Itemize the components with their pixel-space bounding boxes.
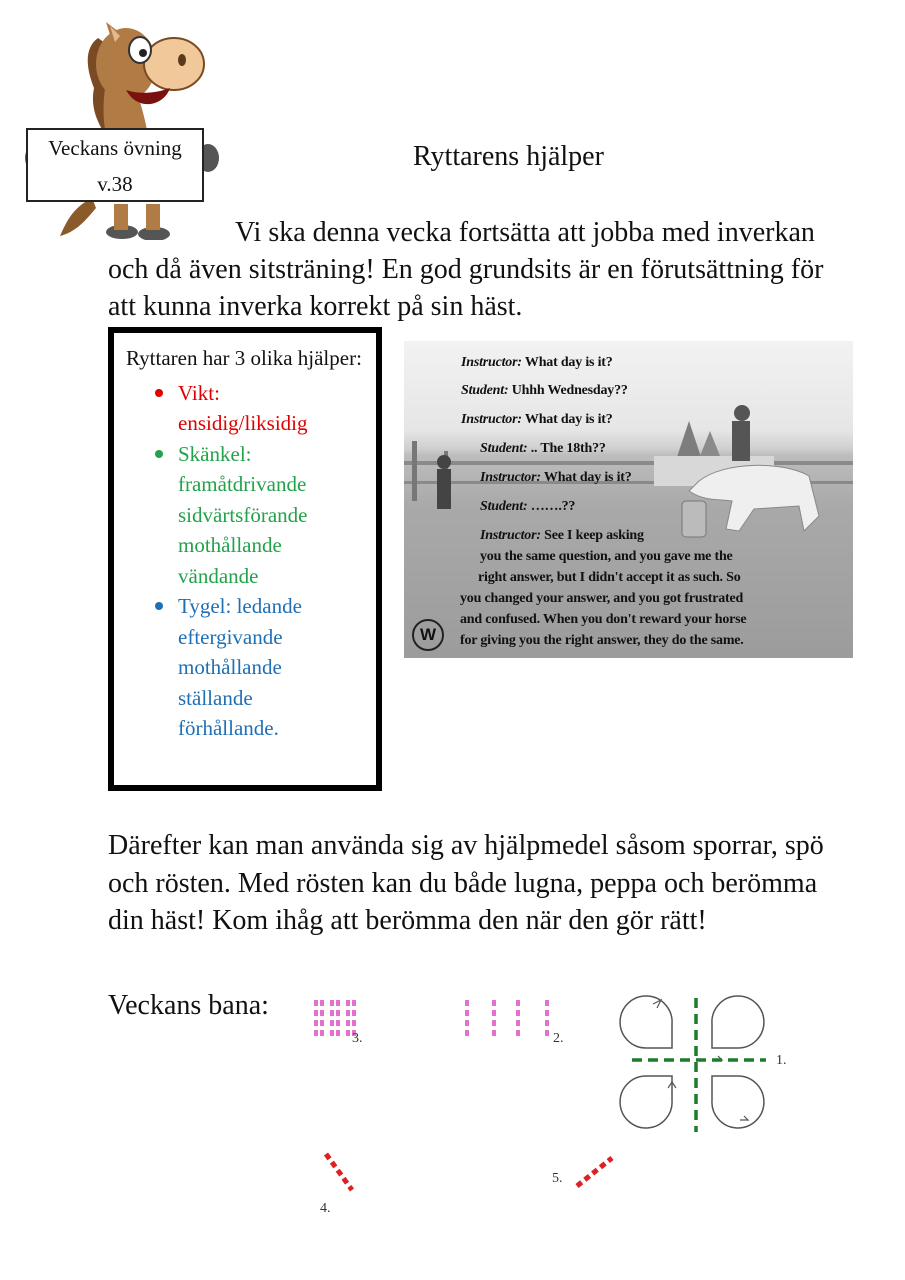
list-item bbox=[126, 378, 366, 439]
aids-heading: Ryttaren har 3 olika hjälper: bbox=[126, 346, 362, 370]
aid-line: eftergivande bbox=[178, 624, 283, 649]
course-label: Veckans bana: bbox=[108, 990, 269, 1021]
course-number-4: 4. bbox=[320, 1201, 331, 1216]
aid-label: Tygel: ledande bbox=[178, 594, 302, 618]
week-sign bbox=[26, 128, 204, 202]
aid-line: vändande bbox=[178, 563, 259, 588]
meme-line: Instructor: See I keep asking bbox=[480, 528, 644, 543]
green-dashed-lines bbox=[632, 998, 766, 1132]
watermark-logo-icon: W bbox=[412, 619, 444, 651]
intro-paragraph bbox=[108, 214, 828, 325]
meme-line: for giving you the right answer, they do the same. bbox=[460, 633, 744, 648]
meme-line: you the same question, and you gave me the bbox=[480, 549, 733, 564]
pole-group-3 bbox=[316, 1000, 354, 1036]
page-title: Ryttarens hjälper bbox=[413, 141, 604, 172]
aid-line: förhållande. bbox=[178, 716, 279, 740]
horse-mascot-icon bbox=[14, 8, 229, 240]
aid-line: ensidig/liksidig bbox=[178, 411, 308, 435]
aid-line: framåtdrivande bbox=[178, 472, 307, 496]
pole-5 bbox=[577, 1158, 612, 1186]
pole-4 bbox=[326, 1154, 352, 1190]
intro-text: Vi ska denna vecka fortsätta att jobba med inverkan och då även sitsträning! En god grundsits är en förutsättning för att kunna inverka korrekt på sin häst. bbox=[108, 217, 824, 322]
pole-group-2 bbox=[467, 1000, 547, 1036]
loops-figure-1 bbox=[620, 996, 764, 1128]
aid-line: mothållande bbox=[178, 655, 282, 679]
aid-line: mothållande bbox=[178, 533, 282, 557]
sign-title: Veckans övning bbox=[48, 136, 182, 160]
meme-line: Instructor: What day is it? bbox=[461, 412, 613, 427]
meme-line: Student: .. The 18th?? bbox=[480, 441, 606, 456]
aid-line: ställande bbox=[178, 685, 253, 710]
aid-label: Vikt: bbox=[178, 380, 220, 405]
meme-line: you changed your answer, and you got frustrated bbox=[460, 591, 744, 606]
aid-label: Skänkel: bbox=[178, 441, 252, 466]
course-number-5: 5. bbox=[552, 1171, 563, 1186]
meme-line: and confused. When you don't reward your horse bbox=[460, 612, 747, 627]
aids-list bbox=[126, 378, 366, 744]
meme-line: Student: …….?? bbox=[480, 499, 576, 514]
meme-line: right answer, but I didn't accept it as such. So bbox=[478, 570, 741, 585]
instructor-meme-photo bbox=[404, 341, 853, 658]
aids-tools-paragraph: Därefter kan man använda sig av hjälpmedel såsom sporrar, spö och rösten. Med rösten kan du både lugna, peppa och berömma din häst! Kom ihåg att berömma den när den gör rätt! bbox=[108, 830, 824, 936]
meme-line: Student: Uhhh Wednesday?? bbox=[461, 383, 628, 398]
aids-box bbox=[108, 327, 382, 791]
course-number-2: 2. bbox=[553, 1031, 564, 1046]
aid-line: sidvärtsförande bbox=[178, 502, 308, 527]
sign-week: v.38 bbox=[97, 172, 133, 196]
list-item bbox=[126, 591, 366, 744]
course-number-3: 3. bbox=[352, 1031, 363, 1046]
list-item bbox=[126, 439, 366, 592]
course-number-1: 1. bbox=[776, 1053, 787, 1068]
course-diagram bbox=[290, 990, 850, 1220]
meme-line: Instructor: What day is it? bbox=[480, 470, 632, 485]
meme-line: Instructor: What day is it? bbox=[461, 355, 613, 370]
